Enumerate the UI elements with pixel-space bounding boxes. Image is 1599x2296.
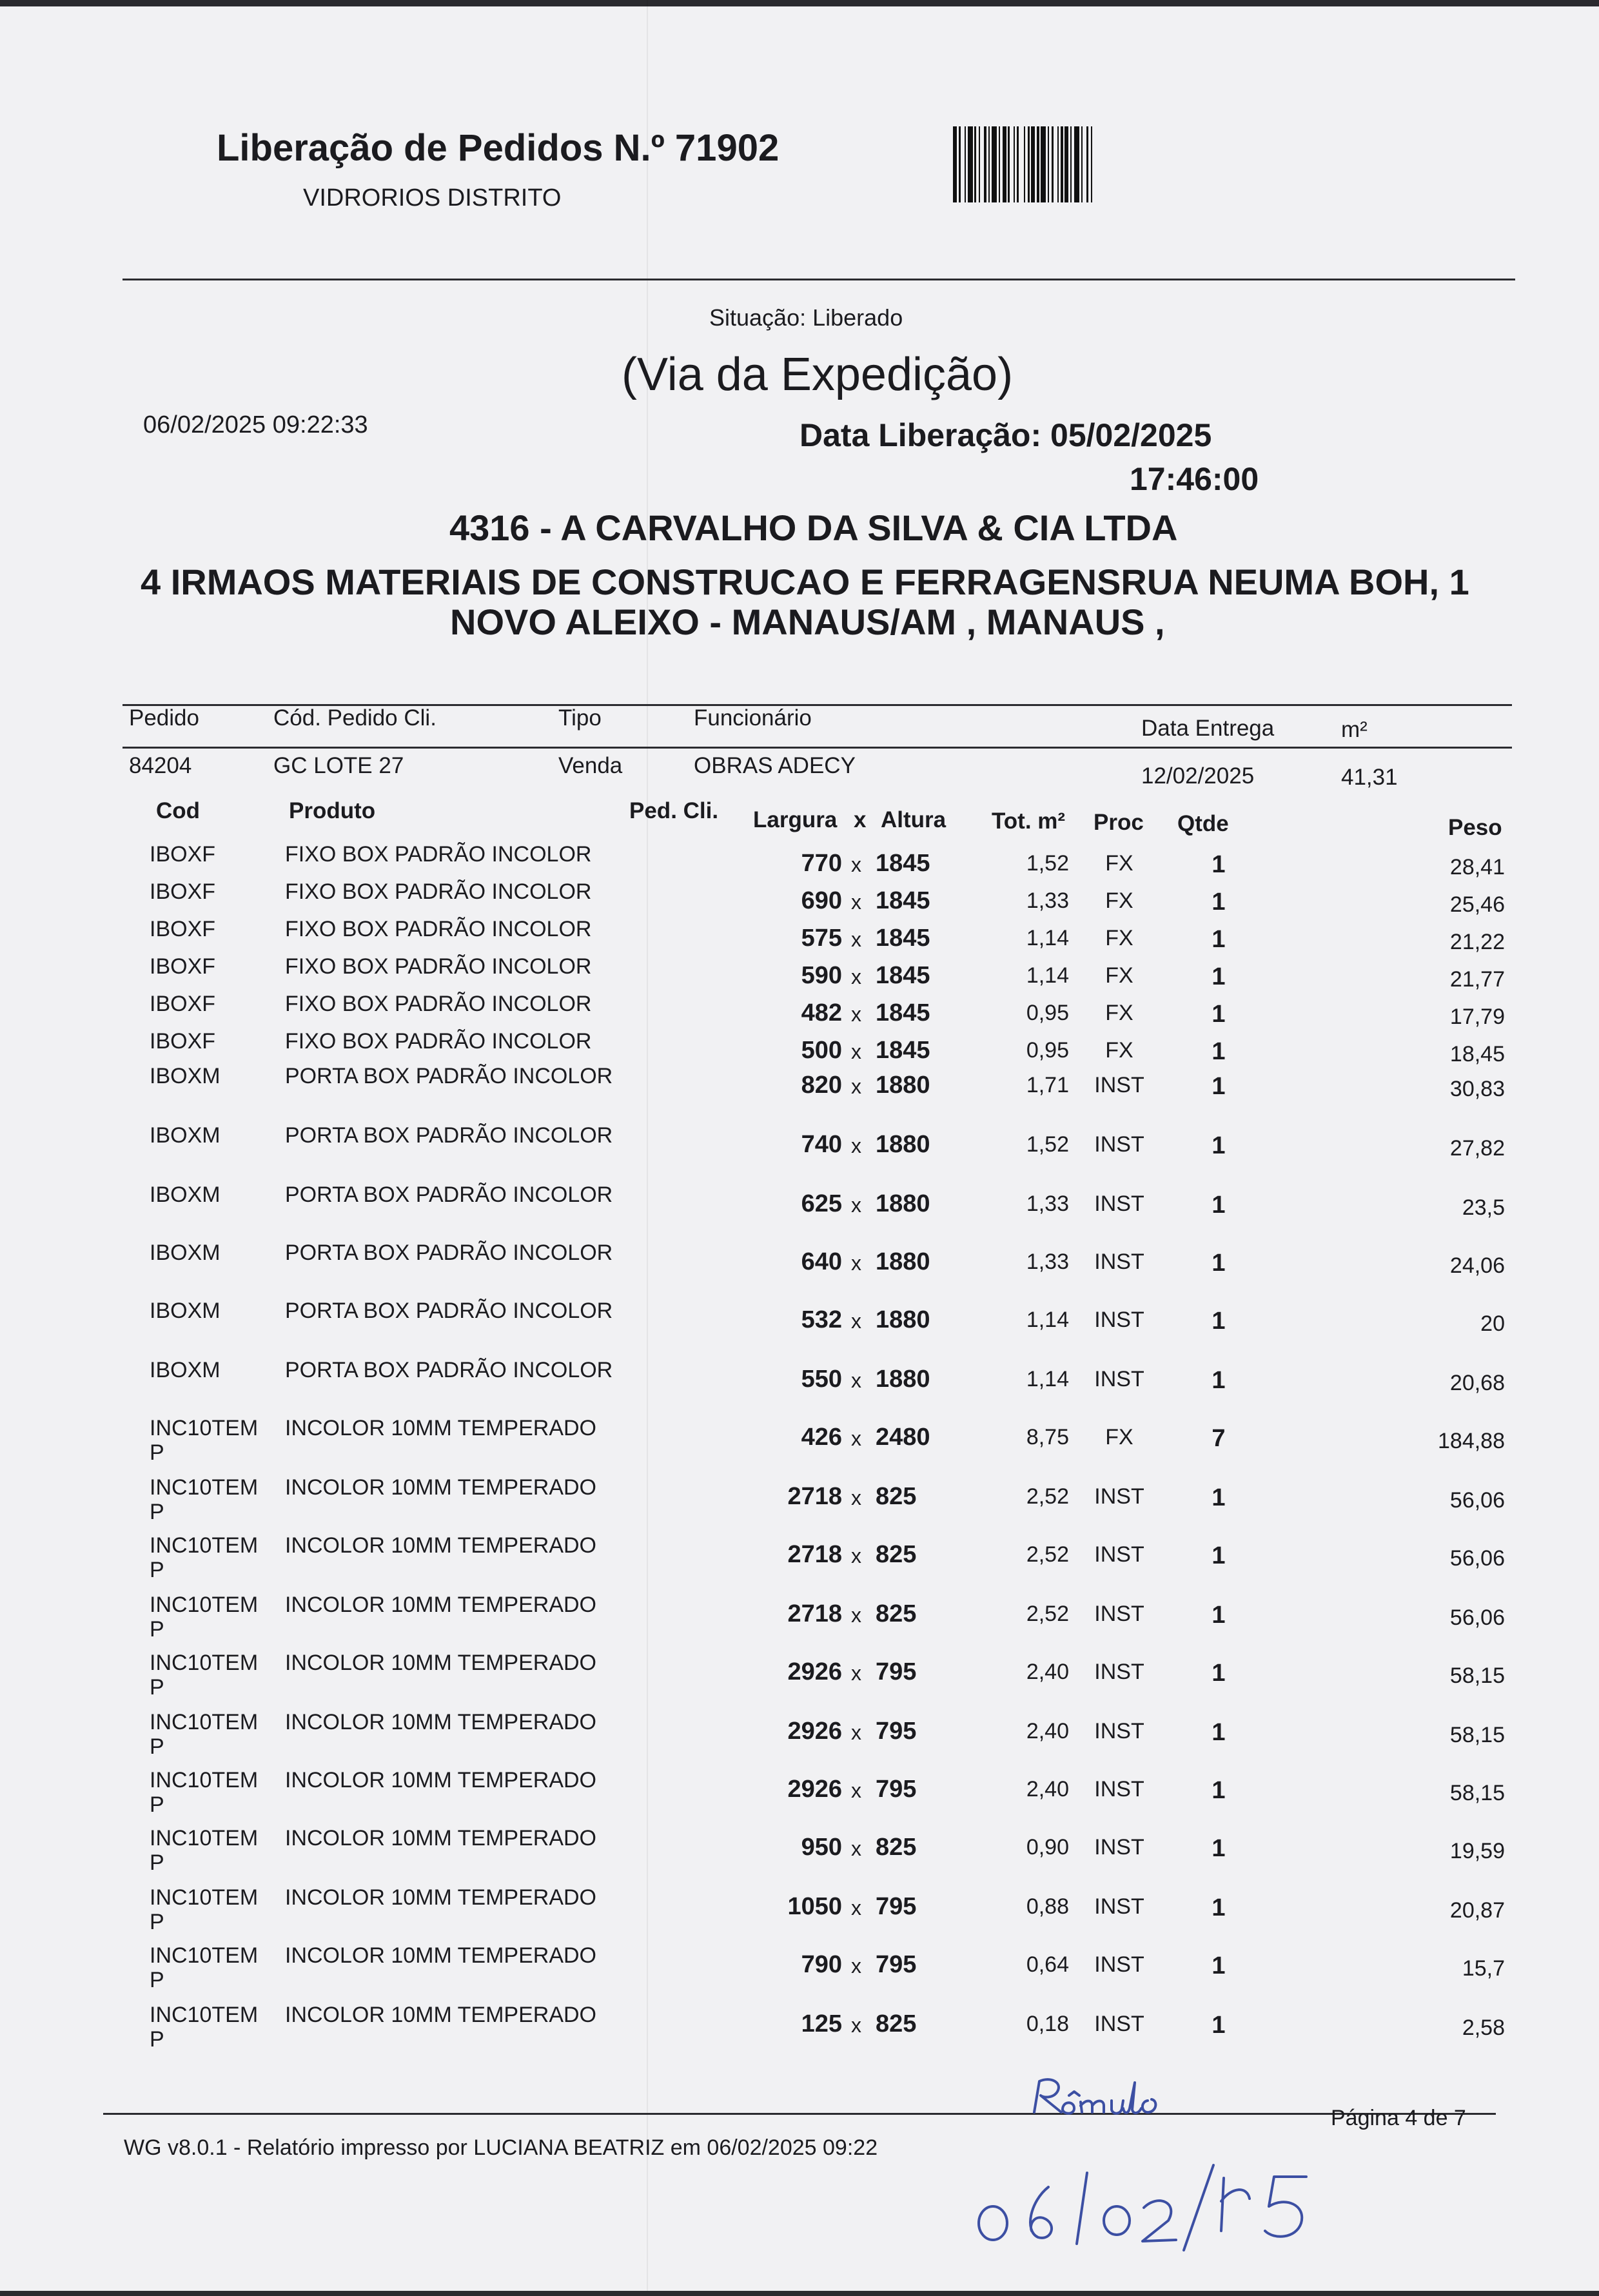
item-produto: FIXO BOX PADRÃO INCOLOR <box>285 842 592 867</box>
item-altura: 2480 <box>876 1424 930 1451</box>
item-produto: FIXO BOX PADRÃO INCOLOR <box>285 954 592 979</box>
item-tot-m2: 2,52 <box>1026 1484 1069 1509</box>
item-cod: INC10TEMP <box>150 1768 259 1817</box>
item-tot-m2: 2,40 <box>1026 1660 1069 1684</box>
item-peso: 25,46 <box>1449 892 1505 917</box>
item-qtde: 1 <box>1212 1894 1226 1921</box>
order-tipo-value: Venda <box>558 753 623 778</box>
item-proc: INST <box>1094 1484 1144 1509</box>
order-m2-value: 41,31 <box>1341 765 1398 790</box>
item-dimension-separator: x <box>851 1134 861 1157</box>
item-cod: INC10TEMP <box>150 1593 259 1642</box>
item-proc: INST <box>1094 1835 1144 1859</box>
order-col-cod-pedido-cli: Cód. Pedido Cli. <box>273 705 437 731</box>
item-dimension-separator: x <box>851 1837 861 1860</box>
item-dimension-separator: x <box>851 1003 861 1026</box>
item-qtde: 1 <box>1212 1001 1226 1028</box>
item-produto: FIXO BOX PADRÃO INCOLOR <box>285 1029 592 1054</box>
item-peso: 21,22 <box>1449 930 1505 954</box>
item-qtde: 1 <box>1212 1132 1226 1159</box>
item-proc: INST <box>1094 1250 1144 1274</box>
item-produto: INCOLOR 10MM TEMPERADO <box>285 1768 597 1792</box>
item-peso: 17,79 <box>1449 1005 1505 1029</box>
item-largura: 2718 <box>787 1541 842 1568</box>
item-qtde: 1 <box>1212 1073 1226 1100</box>
printed-timestamp: 06/02/2025 09:22:33 <box>143 411 368 438</box>
item-proc: INST <box>1094 1660 1144 1684</box>
item-tot-m2: 1,71 <box>1026 1073 1069 1097</box>
item-tot-m2: 1,52 <box>1026 851 1069 876</box>
item-produto: PORTA BOX PADRÃO INCOLOR <box>285 1182 613 1207</box>
item-proc: FX <box>1105 963 1133 988</box>
item-dimension-separator: x <box>851 1721 861 1744</box>
item-cod: IBOXM <box>150 1358 221 1382</box>
item-largura: 532 <box>801 1306 842 1333</box>
item-largura: 2926 <box>787 1658 842 1685</box>
signature-romulo <box>1025 2070 1219 2128</box>
item-produto: PORTA BOX PADRÃO INCOLOR <box>285 1299 613 1323</box>
item-altura: 1845 <box>876 887 930 914</box>
item-tot-m2: 1,14 <box>1026 1367 1069 1391</box>
item-proc: FX <box>1105 1001 1133 1025</box>
item-dimension-separator: x <box>851 1310 861 1333</box>
item-qtde: 1 <box>1212 963 1226 990</box>
item-largura: 575 <box>801 925 842 952</box>
items-col-peso: Peso <box>1448 815 1502 840</box>
item-largura: 1050 <box>787 1893 842 1920</box>
item-tot-m2: 1,14 <box>1026 926 1069 950</box>
item-dimension-separator: x <box>851 853 861 876</box>
item-proc: INST <box>1094 1894 1144 1919</box>
item-dimension-separator: x <box>851 1193 861 1217</box>
item-produto: PORTA BOX PADRÃO INCOLOR <box>285 1241 613 1265</box>
item-proc: FX <box>1105 1038 1133 1063</box>
item-largura: 770 <box>801 850 842 877</box>
item-cod: INC10TEMP <box>150 1475 259 1524</box>
item-altura: 795 <box>876 1893 917 1920</box>
item-proc: INST <box>1094 2012 1144 2036</box>
item-peso: 20,68 <box>1449 1371 1505 1395</box>
document-title: Liberação de Pedidos N.º 71902 <box>217 127 780 169</box>
item-cod: IBOXF <box>150 1029 216 1054</box>
item-cod: IBOXM <box>150 1182 221 1207</box>
item-cod: INC10TEMP <box>150 1943 259 1992</box>
item-peso: 20,87 <box>1449 1898 1505 1923</box>
item-tot-m2: 2,52 <box>1026 1602 1069 1626</box>
item-tot-m2: 1,14 <box>1026 963 1069 988</box>
item-largura: 740 <box>801 1131 842 1158</box>
item-produto: INCOLOR 10MM TEMPERADO <box>285 1651 597 1675</box>
item-peso: 58,15 <box>1449 1663 1505 1688</box>
item-qtde: 1 <box>1212 888 1226 916</box>
barcode-icon <box>953 126 1197 202</box>
item-altura: 1845 <box>876 850 930 877</box>
items-col-largura: Largura <box>753 807 838 832</box>
footer-divider <box>103 2113 1496 2115</box>
item-dimension-separator: x <box>851 1896 861 1919</box>
items-col-x: x <box>854 807 867 832</box>
item-cod: INC10TEMP <box>150 1885 259 1934</box>
item-dimension-separator: x <box>851 1075 861 1098</box>
item-cod: INC10TEMP <box>150 1710 259 1759</box>
item-tot-m2: 0,18 <box>1026 2012 1069 2036</box>
item-tot-m2: 2,40 <box>1026 1777 1069 1801</box>
order-cod-pedido-cli-value: GC LOTE 27 <box>273 753 404 778</box>
item-cod: INC10TEMP <box>150 1651 259 1700</box>
order-col-m2: m² <box>1341 717 1368 742</box>
item-dimension-separator: x <box>851 2014 861 2037</box>
item-produto: INCOLOR 10MM TEMPERADO <box>285 1593 597 1617</box>
item-tot-m2: 2,52 <box>1026 1542 1069 1567</box>
item-produto: INCOLOR 10MM TEMPERADO <box>285 2003 597 2027</box>
order-data-entrega-value: 12/02/2025 <box>1141 763 1255 789</box>
item-altura: 1880 <box>876 1072 930 1099</box>
item-proc: INST <box>1094 1777 1144 1801</box>
item-largura: 550 <box>801 1366 842 1393</box>
item-altura: 825 <box>876 1483 917 1510</box>
item-produto: INCOLOR 10MM TEMPERADO <box>285 1416 597 1440</box>
item-cod: IBOXF <box>150 917 216 941</box>
item-proc: INST <box>1094 1367 1144 1391</box>
item-dimension-separator: x <box>851 1369 861 1392</box>
item-dimension-separator: x <box>851 1662 861 1685</box>
item-largura: 2718 <box>787 1483 842 1510</box>
item-tot-m2: 8,75 <box>1026 1425 1069 1449</box>
item-qtde: 1 <box>1212 1542 1226 1569</box>
item-altura: 795 <box>876 1776 917 1803</box>
item-peso: 2,58 <box>1462 2016 1505 2040</box>
client-name: 4316 - A CARVALHO DA SILVA & CIA LTDA <box>449 507 1178 548</box>
item-proc: INST <box>1094 1952 1144 1977</box>
paper-fold-line <box>647 0 648 2296</box>
item-peso: 56,06 <box>1449 1488 1505 1513</box>
item-dimension-separator: x <box>851 1544 861 1567</box>
item-altura: 1845 <box>876 1037 930 1064</box>
item-produto: INCOLOR 10MM TEMPERADO <box>285 1475 597 1500</box>
item-proc: INST <box>1094 1192 1144 1216</box>
item-largura: 820 <box>801 1072 842 1099</box>
item-cod: IBOXF <box>150 992 216 1016</box>
item-qtde: 1 <box>1212 851 1226 878</box>
item-qtde: 1 <box>1212 1719 1226 1746</box>
item-proc: INST <box>1094 1073 1144 1097</box>
item-cod: IBOXM <box>150 1299 221 1323</box>
header-divider <box>123 279 1515 280</box>
item-cod: INC10TEMP <box>150 1533 259 1582</box>
item-altura: 825 <box>876 1600 917 1627</box>
item-tot-m2: 1,33 <box>1026 1192 1069 1216</box>
item-produto: INCOLOR 10MM TEMPERADO <box>285 1533 597 1558</box>
item-peso: 28,41 <box>1449 855 1505 879</box>
item-altura: 1880 <box>876 1190 930 1217</box>
item-produto: FIXO BOX PADRÃO INCOLOR <box>285 917 592 941</box>
item-produto: FIXO BOX PADRÃO INCOLOR <box>285 879 592 904</box>
item-altura: 795 <box>876 1718 917 1745</box>
item-dimension-separator: x <box>851 1604 861 1627</box>
item-tot-m2: 0,95 <box>1026 1001 1069 1025</box>
items-col-qtde: Qtde <box>1177 811 1229 836</box>
item-produto: FIXO BOX PADRÃO INCOLOR <box>285 992 592 1016</box>
status-label: Situação: Liberado <box>709 304 903 331</box>
item-peso: 56,06 <box>1449 1546 1505 1571</box>
item-tot-m2: 0,90 <box>1026 1835 1069 1859</box>
item-peso: 27,82 <box>1449 1136 1505 1161</box>
item-qtde: 1 <box>1212 2012 1226 2039</box>
items-col-tot-m2: Tot. m² <box>992 809 1066 834</box>
order-pedido-value: 84204 <box>129 753 192 778</box>
client-address-line-2: NOVO ALEIXO - MANAUS/AM , MANAUS , <box>450 602 1165 642</box>
item-largura: 426 <box>801 1424 842 1451</box>
item-cod: IBOXF <box>150 954 216 979</box>
item-cod: IBOXM <box>150 1064 221 1088</box>
release-time: 17:46:00 <box>1130 461 1259 497</box>
item-tot-m2: 1,14 <box>1026 1308 1069 1332</box>
copy-type-label: (Via da Expedição) <box>622 349 1014 400</box>
scan-edge-bottom <box>0 2291 1599 2296</box>
item-altura: 795 <box>876 1951 917 1978</box>
item-qtde: 1 <box>1212 1835 1226 1862</box>
item-altura: 1845 <box>876 999 930 1026</box>
item-cod: IBOXF <box>150 842 216 867</box>
item-cod: IBOXM <box>150 1123 221 1148</box>
item-peso: 19,59 <box>1449 1839 1505 1863</box>
item-dimension-separator: x <box>851 890 861 914</box>
item-qtde: 1 <box>1212 1367 1226 1394</box>
item-dimension-separator: x <box>851 1427 861 1450</box>
item-altura: 1880 <box>876 1306 930 1333</box>
order-funcionario-value: OBRAS ADECY <box>694 753 856 778</box>
item-peso: 18,45 <box>1449 1042 1505 1066</box>
item-largura: 625 <box>801 1190 842 1217</box>
item-largura: 790 <box>801 1951 842 1978</box>
item-proc: FX <box>1105 851 1133 876</box>
item-produto: PORTA BOX PADRÃO INCOLOR <box>285 1064 613 1088</box>
items-col-altura: Altura <box>881 807 947 832</box>
item-qtde: 1 <box>1212 1192 1226 1219</box>
item-peso: 15,7 <box>1462 1956 1505 1981</box>
item-qtde: 1 <box>1212 1308 1226 1335</box>
item-cod: IBOXM <box>150 1241 221 1265</box>
item-produto: INCOLOR 10MM TEMPERADO <box>285 1710 597 1734</box>
item-proc: INST <box>1094 1602 1144 1626</box>
item-largura: 950 <box>801 1834 842 1861</box>
order-col-pedido: Pedido <box>129 705 199 731</box>
item-tot-m2: 1,33 <box>1026 888 1069 913</box>
item-produto: INCOLOR 10MM TEMPERADO <box>285 1826 597 1850</box>
order-col-data-entrega: Data Entrega <box>1141 716 1275 741</box>
item-tot-m2: 1,52 <box>1026 1132 1069 1157</box>
handwritten-date <box>971 2134 1332 2263</box>
order-table-mid-rule <box>123 747 1512 749</box>
items-col-cod: Cod <box>156 798 201 823</box>
item-proc: FX <box>1105 888 1133 913</box>
item-largura: 482 <box>801 999 842 1026</box>
item-dimension-separator: x <box>851 965 861 988</box>
item-peso: 20 <box>1480 1311 1505 1336</box>
item-altura: 825 <box>876 1541 917 1568</box>
item-produto: PORTA BOX PADRÃO INCOLOR <box>285 1123 613 1148</box>
item-qtde: 1 <box>1212 1250 1226 1277</box>
item-peso: 24,06 <box>1449 1253 1505 1278</box>
item-cod: INC10TEMP <box>150 1416 259 1465</box>
item-largura: 590 <box>801 962 842 989</box>
item-peso: 23,5 <box>1462 1195 1505 1220</box>
item-peso: 56,06 <box>1449 1605 1505 1630</box>
items-col-ped-cli: Ped. Cli. <box>629 798 719 823</box>
item-qtde: 1 <box>1212 1602 1226 1629</box>
item-altura: 1880 <box>876 1131 930 1158</box>
item-qtde: 1 <box>1212 1952 1226 1979</box>
item-peso: 184,88 <box>1438 1429 1505 1453</box>
item-altura: 825 <box>876 2010 917 2037</box>
item-dimension-separator: x <box>851 1251 861 1275</box>
item-qtde: 1 <box>1212 1777 1226 1804</box>
item-largura: 2718 <box>787 1600 842 1627</box>
item-produto: PORTA BOX PADRÃO INCOLOR <box>285 1358 613 1382</box>
item-largura: 2926 <box>787 1776 842 1803</box>
item-tot-m2: 0,88 <box>1026 1894 1069 1919</box>
item-largura: 690 <box>801 887 842 914</box>
order-col-funcionario: Funcionário <box>694 705 812 731</box>
report-footer: WG v8.0.1 - Relatório impresso por LUCIANA BEATRIZ em 06/02/2025 09:22 <box>124 2135 878 2160</box>
item-peso: 58,15 <box>1449 1781 1505 1805</box>
items-col-proc: Proc <box>1094 810 1144 835</box>
item-peso: 30,83 <box>1449 1077 1505 1101</box>
item-tot-m2: 1,33 <box>1026 1250 1069 1274</box>
item-altura: 1880 <box>876 1248 930 1275</box>
item-dimension-separator: x <box>851 928 861 951</box>
item-altura: 795 <box>876 1658 917 1685</box>
item-largura: 640 <box>801 1248 842 1275</box>
item-peso: 58,15 <box>1449 1723 1505 1747</box>
order-col-tipo: Tipo <box>558 705 602 731</box>
item-proc: INST <box>1094 1719 1144 1743</box>
item-largura: 125 <box>801 2010 842 2037</box>
item-dimension-separator: x <box>851 1954 861 1977</box>
item-tot-m2: 0,64 <box>1026 1952 1069 1977</box>
item-qtde: 1 <box>1212 1660 1226 1687</box>
item-tot-m2: 2,40 <box>1026 1719 1069 1743</box>
item-peso: 21,77 <box>1449 967 1505 992</box>
item-produto: INCOLOR 10MM TEMPERADO <box>285 1885 597 1910</box>
item-largura: 500 <box>801 1037 842 1064</box>
release-date: Data Liberação: 05/02/2025 <box>800 417 1212 453</box>
page-number: Página 4 de 7 <box>1331 2106 1466 2130</box>
item-altura: 1845 <box>876 925 930 952</box>
item-qtde: 1 <box>1212 1038 1226 1065</box>
item-dimension-separator: x <box>851 1486 861 1509</box>
item-altura: 1880 <box>876 1366 930 1393</box>
item-produto: INCOLOR 10MM TEMPERADO <box>285 1943 597 1968</box>
item-qtde: 7 <box>1212 1425 1226 1452</box>
item-proc: INST <box>1094 1308 1144 1332</box>
item-proc: INST <box>1094 1132 1144 1157</box>
item-cod: IBOXF <box>150 879 216 904</box>
item-proc: FX <box>1105 1425 1133 1449</box>
item-qtde: 1 <box>1212 926 1226 953</box>
item-qtde: 1 <box>1212 1484 1226 1511</box>
item-largura: 2926 <box>787 1718 842 1745</box>
item-cod: INC10TEMP <box>150 2003 259 2052</box>
company-name: VIDRORIOS DISTRITO <box>303 184 562 211</box>
item-altura: 825 <box>876 1834 917 1861</box>
item-tot-m2: 0,95 <box>1026 1038 1069 1063</box>
item-cod: INC10TEMP <box>150 1826 259 1875</box>
item-dimension-separator: x <box>851 1040 861 1063</box>
scan-edge-top <box>0 0 1599 6</box>
items-col-produto: Produto <box>289 798 376 823</box>
item-altura: 1845 <box>876 962 930 989</box>
client-address-line-1: 4 IRMAOS MATERIAIS DE CONSTRUCAO E FERRAGENSRUA NEUMA BOH, 1 <box>141 562 1469 602</box>
item-proc: FX <box>1105 926 1133 950</box>
item-dimension-separator: x <box>851 1779 861 1802</box>
item-proc: INST <box>1094 1542 1144 1567</box>
